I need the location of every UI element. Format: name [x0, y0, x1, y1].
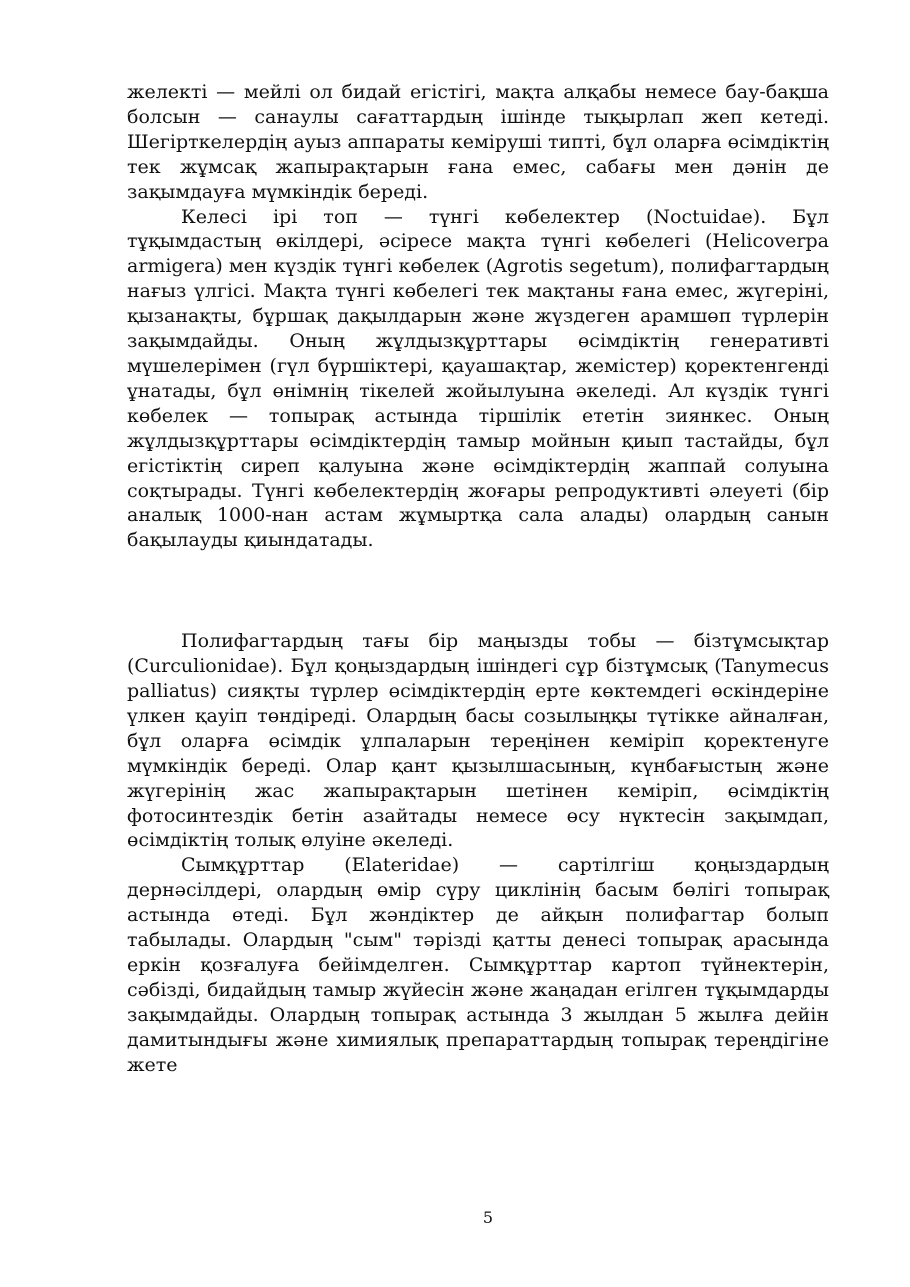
- section-gap: [127, 553, 829, 629]
- paragraph-noctuidae: Келесі ірі топ — түнгі көбелектер (Noctuidae). Бұл тұқымдастың өкілдері, әсіресе мақта түнгі көбелегі (Helicoverpa armigera) мен күздік түнгі көбелек (Agrotis segetum), полифагтардың нағыз үлгісі. Мақта түнгі көбелегі тек мақтаны ғана емес, жүгеріні, қызанақты, бұршақ дақылдарын және жүздеген арамшөп түрлерін зақымдайды. Оның жұлдызқұрттары өсімдіктің генеративті мүшелерімен (гүл бүршіктері, қауашақтар, жемістер) қоректенгенді ұнатады, бұл өнімнің тікелей жойылуына әкеледі. Ал күздік түнгі көбелек — топырақ астында тіршілік ететін зиянкес. Оның жұлдызқұрттары өсімдіктердің тамыр мойнын қиып тастайды, бұл егістіктің сиреп қалуына және өсімдіктердің жаппай солуына соқтырады. Түнгі көбелектердің жоғары репродуктивті әлеуеті (бір аналық 1000-нан астам жұмыртқа сала алады) олардың санын бақылауды қиындатады.: [127, 205, 829, 552]
- paragraph-curculionidae: Полифагтардың тағы бір маңызды тобы — бізтұмсықтар (Curculionidae). Бұл қоңыздардың ішіндегі сұр бізтұмсық (Tanymecus palliatus) сияқты түрлер өсімдіктердің ерте көктемдегі өскіндеріне үлкен қауіп төндіреді. Олардың басы созылыңқы түтікке айналған, бұл оларға өсімдік ұлпаларын тереңінен кеміріп қоректенуге мүмкіндік береді. Олар қант қызылшасының, күнбағыстың және жүгерінің жас жапырақтарын шетінен кеміріп, өсімдіктің фотосинтездік бетін азайтады немесе өсу нүктесін зақымдап, өсімдіктің толық өлуіне әкеледі.: [127, 630, 829, 852]
- paragraph-locusts-continued: желекті — мейлі ол бидай егістігі, мақта алқабы немесе бау-бақша болсын — санаулы сағаттардың ішінде тықырлап жеп кетеді. Шегірткелердің ауыз аппараты кеміруші типті, бұл оларға өсімдіктің тек жұмсақ жапырақтарын ғана емес, сабағы мен дәнін де зақымдауға мүмкіндік береді.: [127, 81, 829, 203]
- document-page: [127, 80, 829, 1078]
- page-number: 5: [482, 1208, 494, 1227]
- paragraph-elateridae: Сымқұрттар (Elateridae) — сартілгіш қоңыздардың дернәсілдері, олардың өмір сүру циклінің басым бөлігі топырақ астында өтеді. Бұл жәндіктер де айқын полифагтар болып табылады. Олардың "сым" тәрізді қатты денесі топырақ арасында еркін қозғалуға бейімделген. Сымқұрттар картоп түйнектерін, сәбізді, бидайдың тамыр жүйесін және жаңадан егілген тұқымдарды зақымдайды. Олардың топырақ астында 3 жылдан 5 жылға дейін дамитындығы және химиялық препараттардың топырақ тереңдігіне жете: [127, 854, 829, 1076]
